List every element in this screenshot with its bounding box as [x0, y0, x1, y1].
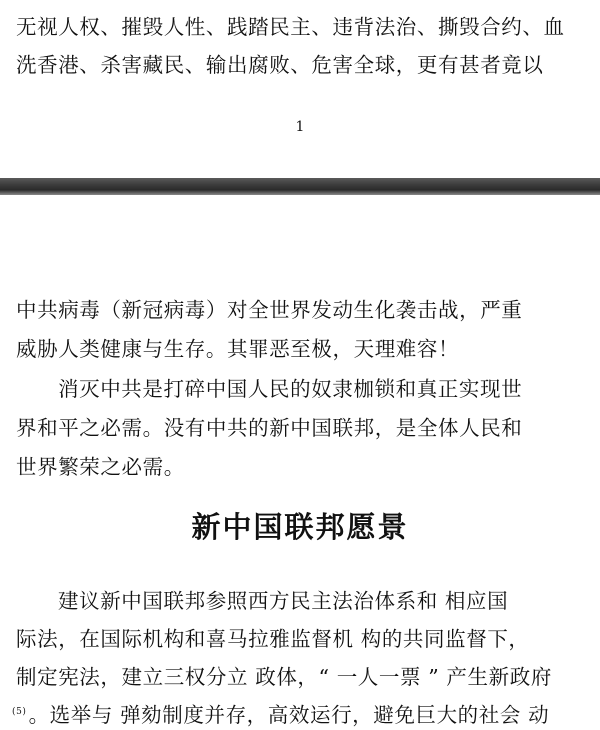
text-line: 建议新中国联邦参照西方民主法治体系和 相应国 — [58, 589, 509, 613]
page-number: 1 — [295, 119, 305, 135]
text-line: 威胁人类健康与生存。其罪恶至极，天理难容！ — [16, 337, 460, 361]
text-line: 制定宪法，建立三权分立 政体，“ 一人一票 ” 产生新政府 — [16, 665, 552, 689]
text-line: 洗香港、杀害藏民、输出腐败、危害全球，更有甚者竟以 — [16, 53, 544, 77]
text-line: 际法，在国际机构和喜马拉雅监督机 构的共同监督下， — [16, 627, 530, 651]
page-divider — [0, 178, 600, 195]
text-line — [12, 698, 549, 728]
text-line-content: 。选举与 弹劾制度并存，高效运行，避免巨大的社会 动 — [28, 703, 550, 727]
text-line: 消灭中共是打碎中国人民的奴隶枷锁和真正实现世 — [58, 377, 523, 401]
text-line: 中共病毒（新冠病毒）对全世界发动生化袭击战，严重 — [16, 298, 523, 322]
text-line: 无视人权、摧毁人性、践踏民主、违背法治、撕毁合约、血 — [16, 15, 565, 39]
text-line: 界和平之必需。没有中共的新中国联邦，是全体人民和 — [16, 416, 523, 440]
footnote-marker[interactable]: (5) — [12, 707, 27, 718]
section-heading: 新中国联邦愿景 — [191, 510, 409, 544]
text-line: 世界繁荣之必需。 — [16, 455, 185, 479]
upper-page — [0, 0, 600, 178]
